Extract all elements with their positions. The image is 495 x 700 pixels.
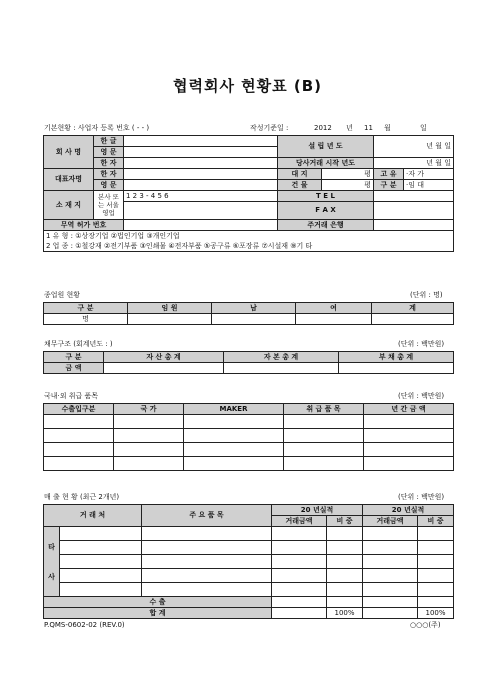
items-cell[interactable] <box>44 415 114 429</box>
debt-unit: (단위 : 백만원) <box>398 340 445 348</box>
emp-female-cell[interactable] <box>296 314 372 325</box>
emp-row-label: 명 <box>44 314 128 325</box>
debt-title: 채무구조 (회계년도 : ) <box>44 340 113 348</box>
footer-form-code: P.QMS-0602-02 (REV.0) <box>44 621 125 629</box>
debt-header-liabilities: 부 채 총 계 <box>339 352 454 363</box>
business-type-line: 2 업 종 : ①철강재 ②전기부품 ③인쇄물 ④전자부품 ⑤공구류 ⑥포장류 ⑦시설재 ⑨기 타 <box>44 241 454 252</box>
hanja-label: 한 자 <box>94 158 124 169</box>
sales-cell[interactable] <box>418 527 454 541</box>
sales-header-share1: 비 중 <box>327 516 363 527</box>
sales-cell[interactable] <box>327 555 363 569</box>
sales-header-share2: 비 중 <box>418 516 454 527</box>
sales-cell[interactable] <box>363 569 418 583</box>
debt-assets-cell[interactable] <box>104 363 224 374</box>
debt-header-capital: 자 본 총 계 <box>224 352 339 363</box>
sales-cell[interactable] <box>142 569 272 583</box>
sales-side-2: 사 <box>48 572 55 581</box>
sales-side-1: 타 <box>48 542 55 551</box>
sales-cell[interactable] <box>60 569 142 583</box>
unique-label: 고 유 <box>374 169 404 180</box>
items-cell[interactable] <box>184 429 284 443</box>
sales-total-label: 합 계 <box>44 608 272 619</box>
founded-value[interactable]: 년 월 일 <box>374 136 454 158</box>
items-cell[interactable] <box>44 443 114 457</box>
sales-cell[interactable] <box>418 555 454 569</box>
sales-cell[interactable] <box>60 527 142 541</box>
items-header-maker: MAKER <box>184 404 284 415</box>
items-cell[interactable] <box>364 457 454 471</box>
sales-cell[interactable] <box>363 583 418 597</box>
sales-cell[interactable] <box>60 541 142 555</box>
company-type-line: 1 유 형 : ①상장기업 ②법인기업 ③개인기업 <box>44 231 454 242</box>
bank-field[interactable] <box>374 220 454 231</box>
items-cell[interactable] <box>44 429 114 443</box>
date-label: 작성기준일 : <box>250 124 289 132</box>
license-field[interactable] <box>124 220 278 231</box>
license-label: 무역 허가 번호 <box>44 220 124 231</box>
postal-code[interactable]: 1 2 3 - 4 5 6 <box>124 191 278 202</box>
items-cell[interactable] <box>114 415 184 429</box>
date-year-unit: 년 <box>346 124 353 132</box>
items-cell[interactable] <box>364 429 454 443</box>
items-unit: (단위 : 백만원) <box>398 392 445 400</box>
debt-header-category: 구 분 <box>44 352 104 363</box>
tel-label: T E L <box>278 191 374 202</box>
sales-export-share1[interactable] <box>327 597 363 608</box>
employees-unit: (단위 : 명) <box>410 291 443 299</box>
emp-header-category: 구 분 <box>44 303 128 314</box>
items-cell[interactable] <box>114 429 184 443</box>
sales-header-product: 주 요 품 목 <box>142 505 272 527</box>
representative-label: 대표자명 <box>44 169 94 191</box>
sales-cell[interactable] <box>418 541 454 555</box>
sales-total-share1: 100% <box>327 608 363 619</box>
company-info-table <box>43 135 454 252</box>
basic-info-label: 기본현황 : 사업자 등록 번호 ( - - ) <box>44 124 150 132</box>
hanja-field[interactable] <box>124 158 278 169</box>
sales-cell[interactable] <box>60 555 142 569</box>
emp-executive-cell[interactable] <box>128 314 212 325</box>
sales-cell[interactable] <box>272 569 327 583</box>
sales-cell[interactable] <box>272 527 327 541</box>
items-table <box>43 403 454 471</box>
items-header-annual: 년 간 금 액 <box>364 404 454 415</box>
sales-cell[interactable] <box>363 527 418 541</box>
items-cell[interactable] <box>114 443 184 457</box>
tel-field[interactable] <box>374 191 454 202</box>
fax-field[interactable] <box>374 202 454 220</box>
items-cell[interactable] <box>44 457 114 471</box>
english-field[interactable] <box>124 147 278 158</box>
hangul-field[interactable] <box>124 136 278 147</box>
items-header-country: 국 가 <box>114 404 184 415</box>
sales-cell[interactable] <box>363 555 418 569</box>
english-label: 영 문 <box>94 147 124 158</box>
sales-cell[interactable] <box>142 527 272 541</box>
sales-cell[interactable] <box>272 583 327 597</box>
sales-cell[interactable] <box>142 541 272 555</box>
address-label: 소 재 지 <box>44 191 94 220</box>
emp-total-cell[interactable] <box>372 314 454 325</box>
sales-other-side-label <box>44 527 60 597</box>
emp-header-female: 여 <box>296 303 372 314</box>
items-cell[interactable] <box>184 415 284 429</box>
sales-header-year1: 20 년실적 <box>272 505 363 516</box>
date-month: 11 <box>364 124 373 132</box>
sales-cell[interactable] <box>327 583 363 597</box>
sales-total-amount1[interactable] <box>272 608 327 619</box>
trade-start-value[interactable]: 년 월 일 <box>374 158 454 169</box>
bank-label: 주거래 은행 <box>278 220 374 231</box>
sales-cell[interactable] <box>327 541 363 555</box>
items-cell[interactable] <box>284 443 364 457</box>
sales-header-amount1: 거래금액 <box>272 516 327 527</box>
land-label: 대 지 <box>278 169 322 180</box>
sales-header-amount2: 거래금액 <box>363 516 418 527</box>
sales-cell[interactable] <box>418 569 454 583</box>
founded-label: 설 립 년 도 <box>278 136 374 158</box>
page-title: 협력회사 현황표 (B) <box>172 77 323 95</box>
items-cell[interactable] <box>184 457 284 471</box>
items-cell[interactable] <box>284 429 364 443</box>
debt-capital-cell[interactable] <box>224 363 339 374</box>
date-day-unit: 일 <box>420 124 427 132</box>
items-header-import-export: 수출입구분 <box>44 404 114 415</box>
sales-title: 매 출 현 황 (최근 2개년) <box>44 493 120 501</box>
sales-export-label: 수 출 <box>44 597 272 608</box>
sales-cell[interactable] <box>363 541 418 555</box>
sales-export-amount1[interactable] <box>272 597 327 608</box>
address-sub-label: 본사 또는 서울영업 <box>94 191 124 220</box>
items-cell[interactable] <box>364 415 454 429</box>
items-cell[interactable] <box>284 415 364 429</box>
sales-cell[interactable] <box>327 527 363 541</box>
company-name-label: 회 사 명 <box>44 136 94 169</box>
hangul-label: 한 글 <box>94 136 124 147</box>
date-year: 2012 <box>314 124 332 132</box>
items-cell[interactable] <box>114 457 184 471</box>
items-title: 국내·외 취급 품목 <box>44 392 99 400</box>
employees-title: 종업원 현황 <box>44 291 81 299</box>
emp-header-total: 계 <box>372 303 454 314</box>
unique-value[interactable]: ·자 가 <box>404 169 454 180</box>
rep-hanja-label: 한 자 <box>94 169 124 180</box>
employees-table <box>43 302 454 325</box>
debt-table <box>43 351 454 374</box>
rep-english-label: 영 문 <box>94 180 124 191</box>
sales-cell[interactable] <box>60 583 142 597</box>
sales-header-year2: 20 년실적 <box>363 505 454 516</box>
sales-cell[interactable] <box>327 569 363 583</box>
sales-export-share2[interactable] <box>418 597 454 608</box>
sales-header-partner: 거 래 처 <box>44 505 142 527</box>
sales-cell[interactable] <box>272 541 327 555</box>
emp-header-executive: 임 원 <box>128 303 212 314</box>
building-label: 건 물 <box>278 180 322 191</box>
sales-unit: (단위 : 백만원) <box>398 493 445 501</box>
fax-label: F A X <box>278 202 374 220</box>
sales-export-amount2[interactable] <box>363 597 418 608</box>
sales-cell[interactable] <box>142 583 272 597</box>
emp-header-male: 남 <box>212 303 296 314</box>
sales-table <box>43 504 454 619</box>
footer-company: ○○○(주) <box>410 621 441 629</box>
items-cell[interactable] <box>184 443 284 457</box>
category-label: 구 분 <box>374 180 404 191</box>
debt-header-assets: 자 산 총 계 <box>104 352 224 363</box>
trade-start-label: 당사거래 시작 년도 <box>278 158 374 169</box>
sales-cell[interactable] <box>272 555 327 569</box>
sales-total-share2: 100% <box>418 608 454 619</box>
items-header-product: 취 급 품 목 <box>284 404 364 415</box>
building-unit[interactable]: 평 <box>322 180 374 191</box>
category-value[interactable]: ·임 대 <box>404 180 454 191</box>
items-cell[interactable] <box>364 443 454 457</box>
rep-hanja-field[interactable] <box>124 169 278 180</box>
address-field[interactable] <box>124 202 278 220</box>
rep-english-field[interactable] <box>124 180 278 191</box>
sales-cell[interactable] <box>418 583 454 597</box>
sales-cell[interactable] <box>142 555 272 569</box>
emp-male-cell[interactable] <box>212 314 296 325</box>
debt-row-label: 금 액 <box>44 363 104 374</box>
sales-total-amount2[interactable] <box>363 608 418 619</box>
land-unit[interactable]: 평 <box>322 169 374 180</box>
items-cell[interactable] <box>284 457 364 471</box>
date-month-unit: 월 <box>384 124 391 132</box>
debt-liabilities-cell[interactable] <box>339 363 454 374</box>
